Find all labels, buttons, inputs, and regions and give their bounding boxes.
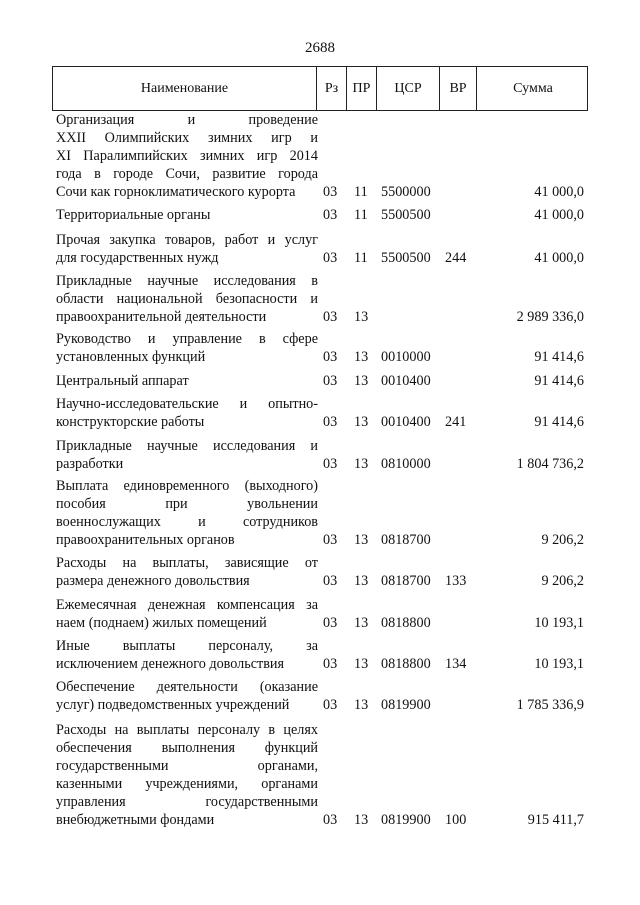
row-name-line: управления государственными bbox=[56, 794, 318, 810]
row-vr: 244 bbox=[445, 250, 467, 266]
row-csr: 0819900 bbox=[381, 812, 431, 828]
row-name-line: обеспечения выполнения функций bbox=[56, 740, 318, 756]
row-csr: 5500500 bbox=[381, 207, 431, 223]
row-rz: 03 bbox=[323, 373, 338, 389]
row-name-line: наем (поднаем) жилых помещений bbox=[56, 615, 267, 631]
table-row bbox=[52, 721, 588, 829]
row-pr: 13 bbox=[354, 615, 369, 631]
row-name-line: Обеспечение деятельности (оказание bbox=[56, 679, 318, 695]
row-sum: 41 000,0 bbox=[534, 184, 584, 200]
row-pr: 13 bbox=[354, 414, 369, 430]
row-name bbox=[56, 111, 318, 201]
row-name-line: Выплата единовременного (выходного) bbox=[56, 478, 318, 494]
row-name bbox=[56, 721, 318, 829]
row-name bbox=[56, 330, 318, 366]
row-sum: 9 206,2 bbox=[541, 573, 584, 589]
row-name-line: Научно-исследовательские и опытно- bbox=[56, 396, 318, 412]
row-name-line: области национальной безопасности и bbox=[56, 291, 318, 307]
row-csr: 5500000 bbox=[381, 184, 431, 200]
row-csr: 0818700 bbox=[381, 532, 431, 548]
row-name-line: для государственных нужд bbox=[56, 250, 219, 266]
row-name-line: внебюджетными фондами bbox=[56, 812, 215, 828]
row-csr: 0818800 bbox=[381, 656, 431, 672]
row-rz: 03 bbox=[323, 184, 338, 200]
row-pr: 13 bbox=[354, 456, 369, 472]
row-rz: 03 bbox=[323, 456, 338, 472]
row-pr: 13 bbox=[354, 349, 369, 365]
row-name bbox=[56, 231, 318, 267]
row-sum: 2 989 336,0 bbox=[516, 309, 584, 325]
row-pr: 11 bbox=[354, 184, 368, 200]
row-name bbox=[56, 206, 318, 224]
table-row bbox=[52, 395, 588, 431]
row-name-line: разработки bbox=[56, 456, 124, 472]
row-name-line: Центральный аппарат bbox=[56, 373, 189, 389]
row-rz: 03 bbox=[323, 573, 338, 589]
row-name-line: XI Паралимпийских зимних игр 2014 bbox=[56, 148, 318, 164]
row-name-line: установленных функций bbox=[56, 349, 206, 365]
table-row bbox=[52, 206, 588, 224]
row-sum: 91 414,6 bbox=[534, 373, 584, 389]
row-name-line: пособия при увольнении bbox=[56, 496, 318, 512]
row-rz: 03 bbox=[323, 697, 338, 713]
table-row bbox=[52, 111, 588, 201]
row-name bbox=[56, 372, 318, 390]
row-name bbox=[56, 637, 318, 673]
header-vr: ВР bbox=[439, 67, 476, 110]
row-name-line: правоохранительных органов bbox=[56, 532, 235, 548]
row-name-line: военнослужащих и сотрудников bbox=[56, 514, 318, 530]
row-sum: 10 193,1 bbox=[534, 615, 584, 631]
row-csr: 0010400 bbox=[381, 373, 431, 389]
row-rz: 03 bbox=[323, 207, 338, 223]
header-name: Наименование bbox=[140, 80, 229, 96]
row-name bbox=[56, 437, 318, 473]
row-sum: 9 206,2 bbox=[541, 532, 584, 548]
row-pr: 11 bbox=[354, 207, 368, 223]
row-pr: 13 bbox=[354, 697, 369, 713]
row-name-line: Прикладные научные исследования и bbox=[56, 438, 318, 454]
row-name-line: Ежемесячная денежная компенсация за bbox=[56, 597, 318, 613]
row-sum: 41 000,0 bbox=[534, 250, 584, 266]
row-name bbox=[56, 477, 318, 549]
row-name-line: исключением денежного довольствия bbox=[56, 656, 285, 672]
page-number: 2688 bbox=[305, 40, 335, 56]
row-name-line: государственными органами, bbox=[56, 758, 318, 774]
row-name-line: Прикладные научные исследования в bbox=[56, 273, 318, 289]
row-rz: 03 bbox=[323, 812, 338, 828]
row-sum: 41 000,0 bbox=[534, 207, 584, 223]
row-sum: 915 411,7 bbox=[527, 812, 584, 828]
header-sum: Сумма bbox=[476, 67, 589, 110]
row-pr: 13 bbox=[354, 532, 369, 548]
table-row bbox=[52, 596, 588, 632]
row-name-line: Прочая закупка товаров, работ и услуг bbox=[56, 232, 318, 248]
row-pr: 13 bbox=[354, 373, 369, 389]
header-rz: Рз bbox=[316, 67, 346, 110]
header-pr: ПР bbox=[346, 67, 376, 110]
row-name-line: услуг) подведомственных учреждений bbox=[56, 697, 290, 713]
row-pr: 13 bbox=[354, 812, 369, 828]
row-rz: 03 bbox=[323, 250, 338, 266]
row-name-line: XXII Олимпийских зимних игр и bbox=[56, 130, 318, 146]
row-csr: 0810000 bbox=[381, 456, 431, 472]
table-row bbox=[52, 678, 588, 714]
row-name-line: Руководство и управление в сфере bbox=[56, 331, 318, 347]
row-name-line: Сочи как горноклиматического курорта bbox=[56, 184, 296, 200]
row-rz: 03 bbox=[323, 349, 338, 365]
row-name-line: Расходы на выплаты персоналу в целях bbox=[56, 722, 318, 738]
row-rz: 03 bbox=[323, 532, 338, 548]
row-vr: 100 bbox=[445, 812, 467, 828]
header-csr: ЦСР bbox=[376, 67, 439, 110]
row-name bbox=[56, 395, 318, 431]
row-name-line: Иные выплаты персоналу, за bbox=[56, 638, 318, 654]
row-csr: 0818700 bbox=[381, 573, 431, 589]
row-csr: 0819900 bbox=[381, 697, 431, 713]
row-name bbox=[56, 596, 318, 632]
table-row bbox=[52, 637, 588, 673]
row-name-line: Расходы на выплаты, зависящие от bbox=[56, 555, 318, 571]
row-pr: 11 bbox=[354, 250, 368, 266]
row-sum: 10 193,1 bbox=[534, 656, 584, 672]
row-name bbox=[56, 554, 318, 590]
table-row bbox=[52, 330, 588, 366]
row-vr: 241 bbox=[445, 414, 467, 430]
row-name-line: Территориальные органы bbox=[56, 207, 211, 223]
row-sum: 1 804 736,2 bbox=[516, 456, 584, 472]
row-vr: 133 bbox=[445, 573, 467, 589]
row-rz: 03 bbox=[323, 414, 338, 430]
row-csr: 0010400 bbox=[381, 414, 431, 430]
row-sum: 91 414,6 bbox=[534, 349, 584, 365]
row-rz: 03 bbox=[323, 309, 338, 325]
row-name-line: конструкторские работы bbox=[56, 414, 205, 430]
row-name-line: правоохранительной деятельности bbox=[56, 309, 267, 325]
row-name-line: Организация и проведение bbox=[56, 112, 318, 128]
row-csr: 5500500 bbox=[381, 250, 431, 266]
table-row bbox=[52, 231, 588, 267]
table-row bbox=[52, 477, 588, 549]
table-row bbox=[52, 554, 588, 590]
row-name bbox=[56, 678, 318, 714]
row-rz: 03 bbox=[323, 656, 338, 672]
row-sum: 91 414,6 bbox=[534, 414, 584, 430]
row-pr: 13 bbox=[354, 309, 369, 325]
row-csr: 0818800 bbox=[381, 615, 431, 631]
table-row bbox=[52, 437, 588, 473]
row-sum: 1 785 336,9 bbox=[516, 697, 584, 713]
table-row bbox=[52, 272, 588, 326]
row-pr: 13 bbox=[354, 656, 369, 672]
row-csr: 0010000 bbox=[381, 349, 431, 365]
row-rz: 03 bbox=[323, 615, 338, 631]
row-name-line: размера денежного довольствия bbox=[56, 573, 250, 589]
table-row bbox=[52, 372, 588, 390]
row-name-line: года в городе Сочи, развитие города bbox=[56, 166, 318, 182]
table-header bbox=[52, 66, 588, 111]
row-name bbox=[56, 272, 318, 326]
row-vr: 134 bbox=[445, 656, 467, 672]
row-name-line: казенными учреждениями, органами bbox=[56, 776, 318, 792]
row-pr: 13 bbox=[354, 573, 369, 589]
